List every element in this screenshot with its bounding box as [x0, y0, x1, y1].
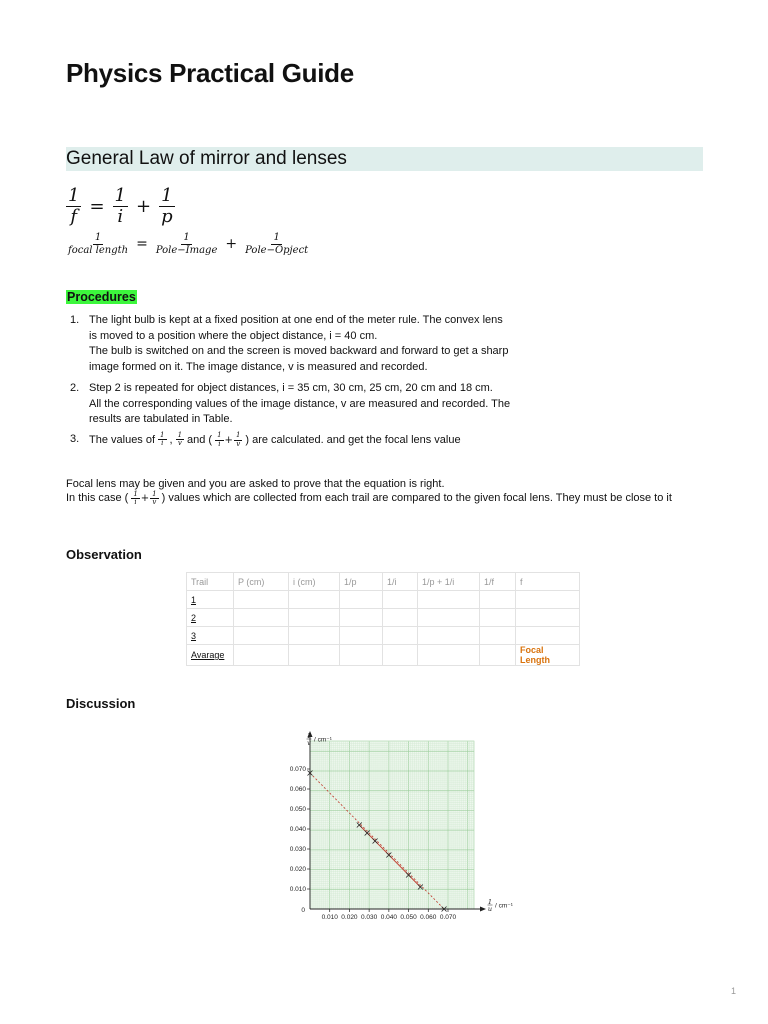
denominator: i	[134, 498, 137, 507]
fraction-1-over-v	[150, 491, 158, 507]
procedure-line: The bulb is switched on and the screen is moved backward and forward to get a sharp	[89, 345, 509, 357]
procedure-line: results are tabulated in Table.	[89, 413, 233, 425]
table-cell	[418, 627, 480, 645]
comma: ,	[169, 433, 173, 446]
denominator: Pole−Image	[155, 244, 218, 256]
origin-label: 0	[301, 907, 305, 914]
table-header: f	[516, 573, 580, 591]
fraction-1-over-i	[215, 432, 223, 448]
table-cell	[418, 609, 480, 627]
y-tick-label: 0.060	[289, 786, 306, 794]
procedure-item-2	[70, 381, 590, 429]
table-row	[187, 591, 580, 609]
table-cell	[289, 609, 340, 627]
procedure-line: The light bulb is kept at a fixed position at one end of the meter rule. The convex lens	[89, 314, 503, 326]
numerator: 1	[133, 490, 138, 498]
section-heading: General Law of mirror and lenses	[66, 147, 703, 171]
plus-sign: +	[224, 434, 233, 446]
table-cell	[418, 645, 480, 666]
fraction-1-over-v	[234, 432, 242, 448]
average-link[interactable]: Avarage	[187, 645, 234, 666]
table-cell	[383, 645, 418, 666]
x-axis-label	[488, 898, 514, 913]
y-tick-label: 0.030	[289, 846, 306, 854]
table-cell	[418, 591, 480, 609]
fraction-1-over-i	[113, 187, 128, 227]
numerator: 1	[183, 232, 190, 243]
note-line-1: Focal lens may be given and you are asked to prove that the equation is right.	[66, 478, 445, 490]
fraction-1-over-f	[66, 187, 81, 227]
procedure-line: Step 2 is repeated for object distances, i = 35 cm, 30 cm, 25 cm, 20 cm and 18 cm.	[89, 382, 493, 394]
table-cell	[516, 627, 580, 645]
procedure-text: are calculated. and get the focal lens value	[252, 433, 461, 446]
trail-link-2[interactable]: 2	[187, 609, 234, 627]
numerator: 1	[177, 431, 183, 439]
procedure-line: is moved to a position where the object distance, i = 40 cm.	[89, 329, 378, 342]
table-cell	[480, 645, 516, 666]
table-cell	[516, 609, 580, 627]
procedure-text: and	[187, 433, 206, 446]
table-cell	[234, 645, 289, 666]
page-number: 1	[731, 986, 737, 996]
procedures-heading: Procedures	[67, 290, 136, 304]
numerator: 1	[217, 431, 222, 440]
axis-label-numerator: 1	[306, 732, 312, 740]
denominator: v	[152, 498, 157, 507]
numerator: 1	[68, 185, 80, 206]
item-number: 3.	[70, 433, 80, 445]
table-header: 1/p	[340, 573, 383, 591]
procedure-item-1	[70, 313, 590, 375]
numerator: 1	[235, 431, 241, 440]
y-tick-label: 0.020	[289, 866, 306, 874]
plus-sign: +	[225, 236, 238, 253]
x-tick-label: 0.020	[341, 914, 358, 921]
trail-link-3[interactable]: 3	[187, 627, 234, 645]
x-axis-arrow-icon	[480, 907, 486, 912]
paren: (	[124, 492, 129, 505]
table-header: Trail	[187, 573, 234, 591]
y-tick-label: 0.070	[289, 766, 306, 774]
focal-length-cell: Focal Length	[516, 645, 580, 666]
x-tick-label: 0.070	[439, 914, 457, 921]
table-cell	[289, 627, 340, 645]
y-tick-label: 0.010	[289, 886, 306, 894]
fraction-1-over-i	[131, 491, 139, 507]
denominator: focal length	[68, 244, 129, 256]
equals-sign: =	[89, 196, 105, 218]
table-cell	[480, 609, 516, 627]
x-tick-label: 0.060	[420, 914, 437, 921]
table-header-row	[187, 573, 580, 591]
denominator: f	[70, 205, 78, 227]
equals-sign: =	[136, 236, 148, 253]
lens-equation-words	[66, 233, 310, 256]
note-text: values which are collected from each trail are compared to the given focal lens. They must be close to it	[168, 492, 672, 505]
table-cell	[234, 591, 289, 609]
fraction-focal-length	[66, 233, 130, 256]
paren: )	[245, 433, 250, 446]
axis-label-unit: / cm⁻¹	[495, 902, 513, 910]
denominator: i	[161, 439, 164, 448]
x-tick-label: 0.010	[321, 914, 338, 921]
table-cell	[516, 591, 580, 609]
table-header: i (cm)	[289, 573, 340, 591]
numerator: 1	[273, 232, 280, 243]
table-cell	[383, 591, 418, 609]
denominator: Pole−Opject	[245, 244, 309, 256]
x-tick-label: 0.050	[400, 914, 417, 921]
table-cell	[340, 645, 383, 666]
table-header: 1/p + 1/i	[418, 573, 480, 591]
table-header: P (cm)	[234, 573, 289, 591]
procedure-item-3	[70, 432, 590, 452]
table-row	[187, 609, 580, 627]
table-cell	[289, 645, 340, 666]
numerator: 1	[160, 431, 165, 439]
x-tick-label: 0.040	[380, 914, 397, 921]
note-text: In this case	[66, 492, 122, 505]
table-cell	[234, 627, 289, 645]
table-cell	[289, 591, 340, 609]
denominator: i	[218, 439, 221, 448]
axis-label-unit: / cm⁻¹	[314, 736, 332, 744]
table-cell	[340, 627, 383, 645]
plus-sign: +	[140, 493, 150, 505]
table-cell	[480, 627, 516, 645]
lens-graph	[270, 728, 520, 926]
axis-label-numerator: 1	[487, 898, 493, 906]
trail-link-1[interactable]: 1	[187, 591, 234, 609]
page-title: Physics Practical Guide	[66, 58, 354, 88]
item-number: 2.	[70, 382, 80, 394]
note-line-2	[66, 491, 672, 507]
paren: )	[161, 492, 166, 505]
fraction-1-over-i	[158, 432, 166, 448]
table-cell	[480, 591, 516, 609]
fraction-pole-object	[243, 233, 310, 256]
plus-sign: +	[136, 196, 152, 218]
denominator: i	[117, 205, 124, 227]
fraction-1-over-v	[176, 432, 184, 448]
table-cell	[340, 591, 383, 609]
procedure-line: image formed on it. The image distance, v is measured and recorded.	[89, 360, 428, 373]
table-cell	[234, 609, 289, 627]
numerator: 1	[152, 490, 157, 498]
numerator: 1	[114, 185, 126, 206]
numerator: 1	[161, 185, 173, 206]
denominator: v	[177, 439, 182, 448]
observation-heading: Observation	[66, 547, 142, 562]
y-tick-label: 0.050	[289, 806, 306, 814]
axis-label-denominator: v	[307, 739, 311, 747]
denominator: v	[236, 439, 241, 448]
fraction-pole-image	[154, 233, 220, 256]
fraction-1-over-p	[159, 187, 175, 227]
y-tick-label: 0.040	[289, 826, 306, 834]
paren: (	[208, 433, 213, 446]
axis-label-denominator: u	[487, 905, 493, 913]
table-header: 1/i	[383, 573, 418, 591]
graph-paper	[310, 741, 474, 909]
table-row	[187, 645, 580, 666]
table-row	[187, 627, 580, 645]
table-cell	[340, 609, 383, 627]
denominator: p	[161, 205, 173, 227]
observation-table	[186, 572, 580, 666]
table-cell	[383, 627, 418, 645]
table-cell	[383, 609, 418, 627]
table-header: 1/f	[480, 573, 516, 591]
procedure-line: All the corresponding values of the image distance, v are measured and recorded. The	[89, 397, 511, 410]
discussion-heading: Discussion	[66, 696, 136, 711]
item-number: 1.	[70, 314, 80, 326]
procedure-text: The values of	[89, 433, 156, 446]
numerator: 1	[94, 232, 102, 243]
x-tick-label: 0.030	[361, 914, 378, 921]
lens-equation	[66, 187, 175, 227]
